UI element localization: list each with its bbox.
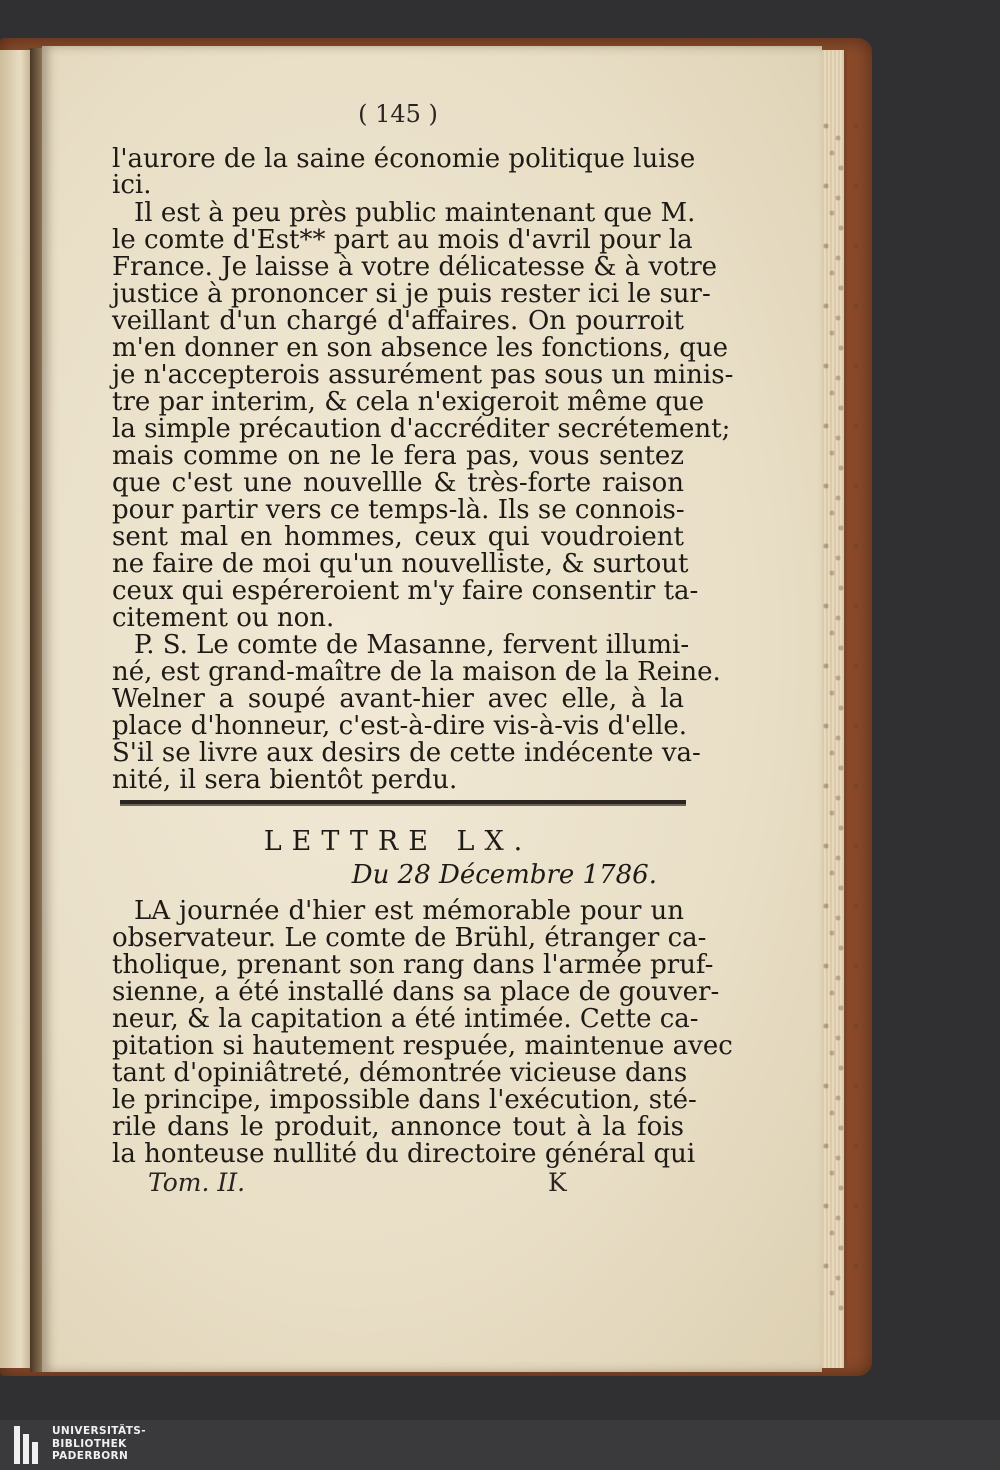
text-line: né, est grand-maître de la maison de la Reine.: [112, 657, 721, 687]
text-line: le comte d'Est** part au mois d'avril pour la: [112, 225, 693, 255]
text-line: sienne, a été installé dans sa place de gouver-: [112, 977, 720, 1007]
section-divider: [120, 800, 686, 804]
footer-bar: [0, 1420, 1000, 1470]
text-line: ceux qui espéreroient m'y faire consentir ta-: [112, 576, 699, 606]
text-line: place d'honneur, c'est-à-dire vis-à-vis d'elle.: [112, 711, 688, 741]
text-line: LA journée d'hier est mémorable pour un: [134, 896, 684, 926]
text-line: pitation si hautement respuée, maintenue avec: [112, 1031, 733, 1061]
text-line: observateur. Le comte de Brühl, étranger ca-: [112, 923, 707, 953]
text-line: pour partir vers ce temps-là. Ils se connois-: [112, 495, 685, 525]
text-line: ici.: [112, 170, 152, 200]
text-line: Welner a soupé avant-hier avec elle, à la: [112, 684, 684, 714]
text-line: rile dans le produit, annonce tout à la fois: [112, 1112, 684, 1142]
library-name-line: BIBLIOTHEK: [52, 1437, 127, 1450]
text-line: la honteuse nullité du directoire général qui: [112, 1139, 696, 1169]
page-number: ( 145 ): [358, 100, 438, 128]
text-line: France. Je laisse à votre délicatesse & à votre: [112, 252, 718, 282]
text-line: mais comme on ne le fera pas, vous sentez: [112, 441, 684, 471]
letter-date: Du 28 Décembre 1786.: [351, 860, 657, 890]
text-line: nité, il sera bientôt perdu.: [112, 765, 458, 795]
text-line: l'aurore de la saine économie politique luise: [112, 144, 696, 174]
text-line: que c'est une nouvellle & très-forte raison: [112, 468, 684, 498]
gathering-signature: K: [548, 1168, 567, 1197]
library-name: [52, 1425, 146, 1463]
text-line: S'il se livre aux desirs de cette indécente va-: [112, 738, 701, 768]
text-line: P. S. Le comte de Masanne, fervent illumi-: [134, 630, 690, 660]
library-name-line: UNIVERSITÄTS-: [52, 1425, 147, 1437]
library-logo-icon: [14, 1426, 44, 1464]
text-line: tre par interim, & cela n'exigeroit même que: [112, 387, 705, 417]
letter-heading: LETTRE LX.: [263, 826, 533, 857]
text-line: la simple précaution d'accréditer secrétement;: [112, 414, 731, 444]
text-line: justice à prononcer si je puis rester ici le sur-: [112, 279, 711, 309]
text-line: je n'accepterois assurément pas sous un minis-: [112, 360, 734, 390]
text-line: veillant d'un chargé d'affaires. On pourroit: [112, 306, 684, 336]
left-page-edge: [0, 50, 34, 1368]
text-line: sent mal en hommes, ceux qui voudroient: [112, 522, 684, 552]
text-line: tholique, prenant son rang dans l'armée pruf-: [112, 950, 714, 980]
text-line: neur, & la capitation a été intimée. Cette ca-: [112, 1004, 699, 1034]
text-line: le principe, impossible dans l'exécution, sté-: [112, 1085, 697, 1115]
text-line: ne faire de moi qu'un nouvelliste, & surtout: [112, 549, 689, 579]
text-line: m'en donner en son absence les fonctions, que: [112, 333, 729, 363]
volume-signature: Tom. II.: [148, 1168, 246, 1197]
text-line: citement ou non.: [112, 603, 335, 633]
text-line: tant d'opiniâtreté, démontrée vicieuse dans: [112, 1058, 688, 1088]
text-line: Il est à peu près public maintenant que M.: [134, 198, 696, 228]
library-name-line: PADERBORN: [52, 1450, 129, 1462]
